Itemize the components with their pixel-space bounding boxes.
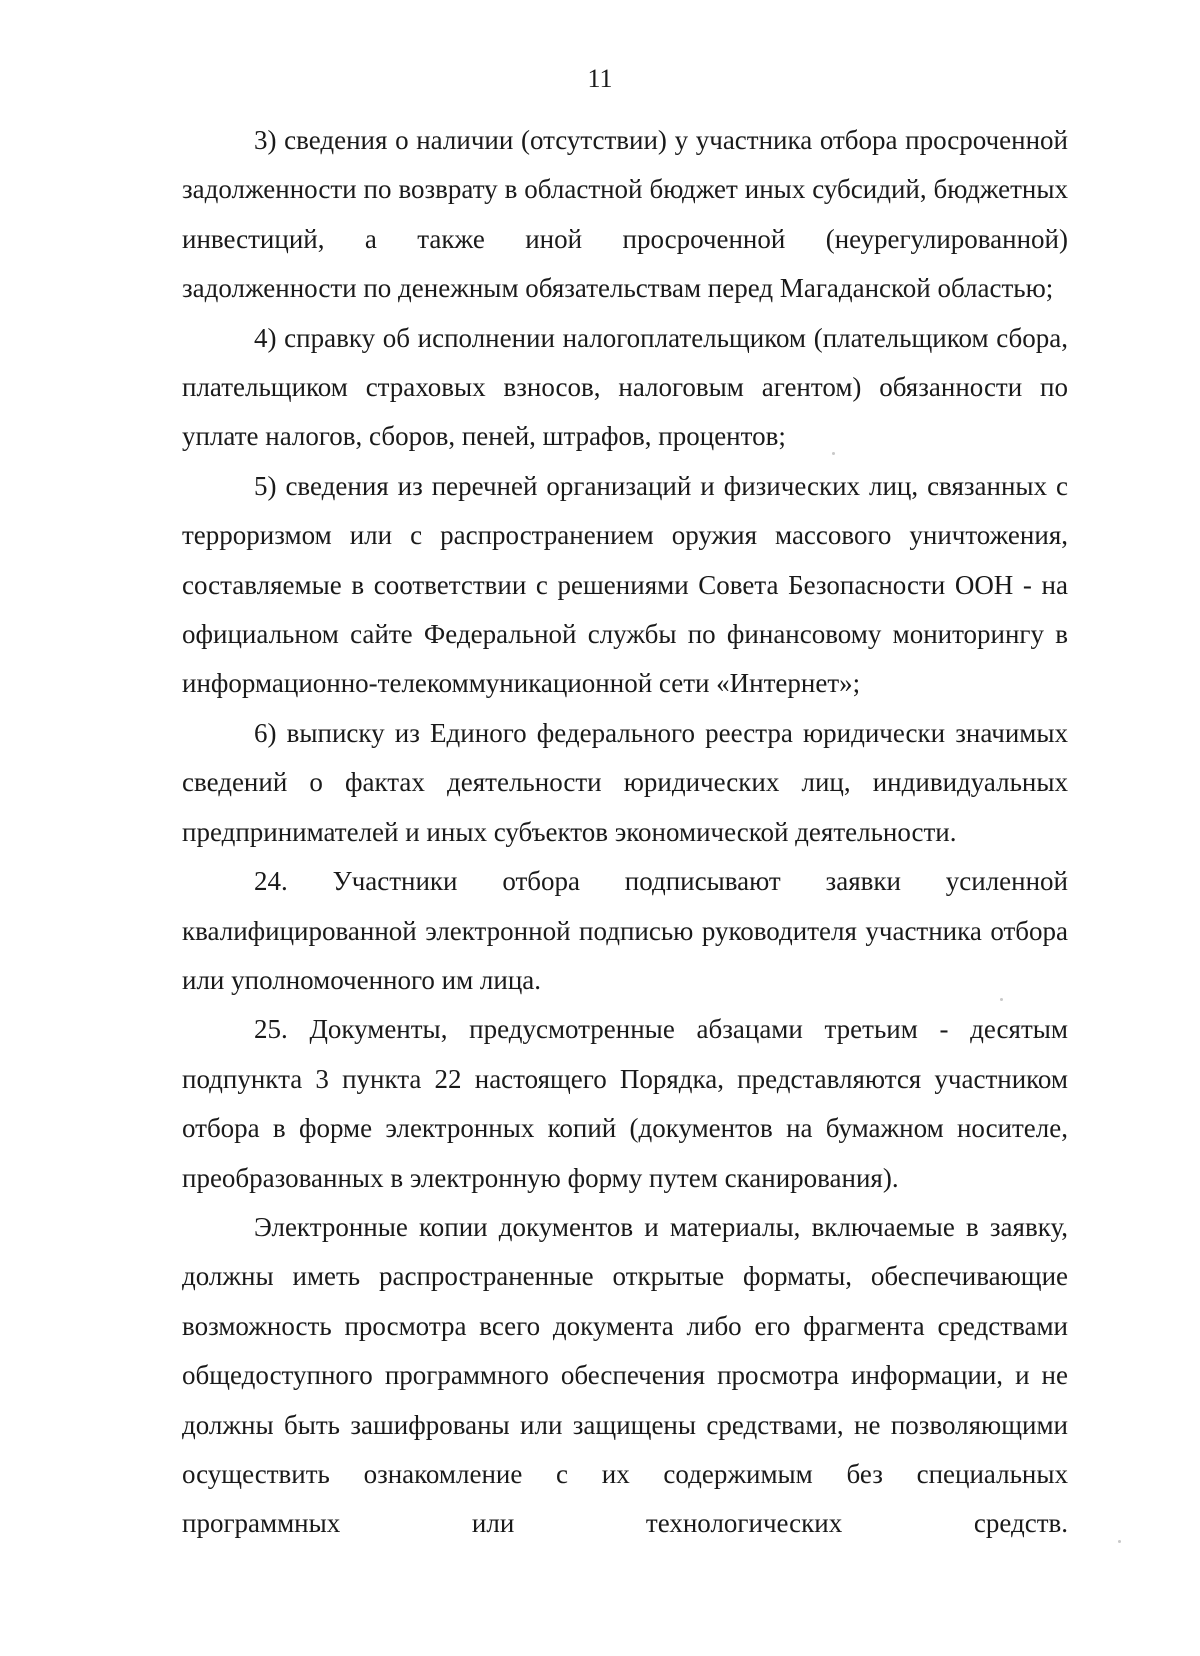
paragraph-clause-25: 25. Документы, предусмотренные абзацами третьим - десятым подпункта 3 пункта 22 настоящего Порядка, представляются участником отбора в форме электронных копий (документов на бумажном носителе, преобразованных в электронную форму путем сканирования).: [182, 1014, 1068, 1193]
scan-speck: [832, 452, 835, 455]
paragraph-item-3: 3) сведения о наличии (отсутствии) у участника отбора просроченной задолженности по возврату в областной бюджет иных субсидий, бюджетных инвестиций, а также иной просроченной (неурегулированной) задолженности по денежным обязательствам перед Магаданской областью;: [182, 125, 1068, 304]
paragraph-electronic-copies: Электронные копии документов и материалы, включаемые в заявку, должны иметь распространенные открытые форматы, обеспечивающие возможность просмотра всего документа либо его фрагмента средствами общедоступного программного обеспечения просмотра информации, и не должны быть зашифрованы или защищены средствами, не позволяющими осуществить ознакомление с их содержимым без специальных программных или технологических средств.: [182, 1211, 1068, 1539]
paragraph-item-4: 4) справку об исполнении налогоплательщиком (плательщиком сбора, плательщиком страховых взносов, налоговым агентом) обязанности по уплате налогов, сборов, пеней, штрафов, процентов;: [182, 322, 1068, 452]
document-body: [182, 116, 1068, 1549]
scan-speck: [1118, 1540, 1121, 1543]
paragraph-clause-24: 24. Участники отбора подписывают заявки усиленной квалифицированной электронной подписью руководителя участника отбора или уполномоченного им лица.: [182, 866, 1068, 995]
scan-speck: [1000, 998, 1003, 1001]
paragraph-item-6: 6) выписку из Единого федерального реестра юридически значимых сведений о фактах деятельности юридических лиц, индивидуальных предпринимателей и иных субъектов экономической деятельности.: [182, 717, 1068, 847]
paragraph-item-5: 5) сведения из перечней организаций и физических лиц, связанных с терроризмом или с распространением оружия массового уничтожения, составляемые в соответствии с решениями Совета Безопасности ООН - на официальном сайте Федеральной службы по финансовому мониторингу в информационно-телекоммуникационной сети «Интернет»;: [182, 470, 1068, 699]
page-number: 11: [587, 64, 613, 93]
